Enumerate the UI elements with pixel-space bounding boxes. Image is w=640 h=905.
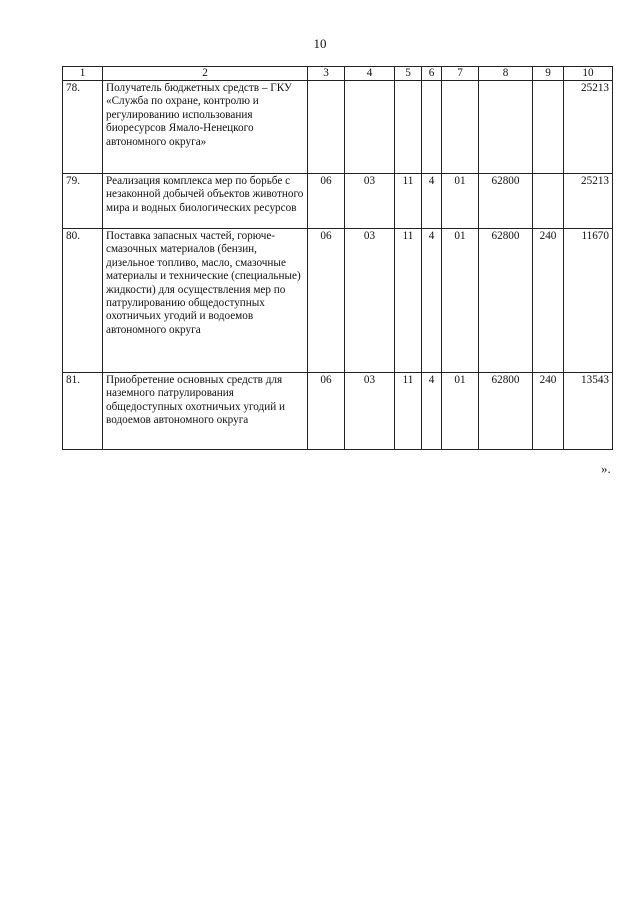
column-header: 3 (308, 67, 345, 81)
cell-amount: 25213 (564, 81, 613, 174)
cell-subprogram (422, 81, 442, 174)
cell-direction: 62800 (479, 229, 533, 373)
cell-subprogram: 4 (422, 373, 442, 450)
cell-expense-type (533, 174, 564, 229)
column-header: 10 (564, 67, 613, 81)
cell-section (308, 81, 345, 174)
row-number: 78. (63, 81, 103, 174)
cell-program: 11 (395, 373, 422, 450)
cell-direction: 62800 (479, 373, 533, 450)
cell-subsection (345, 81, 395, 174)
cell-direction (479, 81, 533, 174)
cell-expense-type: 240 (533, 373, 564, 450)
cell-amount: 25213 (564, 174, 613, 229)
row-description: Реализация комплекса мер по борьбе с незаконной добычей объектов животного мира и водных биологических ресурсов (103, 174, 308, 229)
row-description: Получатель бюджетных средств – ГКУ «Служба по охране, контролю и регулированию использования биоресурсов Ямало-Ненецкого автономного округа» (103, 81, 308, 174)
cell-program (395, 81, 422, 174)
column-header: 1 (63, 67, 103, 81)
cell-amount: 11670 (564, 229, 613, 373)
table-row (63, 174, 613, 229)
cell-subprogram: 4 (422, 174, 442, 229)
column-header: 4 (345, 67, 395, 81)
row-number: 81. (63, 373, 103, 450)
column-header: 5 (395, 67, 422, 81)
cell-amount: 13543 (564, 373, 613, 450)
cell-subsection: 03 (345, 373, 395, 450)
table-row (63, 81, 613, 174)
cell-measure: 01 (442, 373, 479, 450)
table-row (63, 373, 613, 450)
column-header: 8 (479, 67, 533, 81)
cell-subsection: 03 (345, 229, 395, 373)
cell-subprogram: 4 (422, 229, 442, 373)
row-number: 79. (63, 174, 103, 229)
column-header: 2 (103, 67, 308, 81)
cell-expense-type (533, 81, 564, 174)
cell-direction: 62800 (479, 174, 533, 229)
row-description: Приобретение основных средств для наземного патрулирования общедоступных охотничьих угодий и водоемов автономного округа (103, 373, 308, 450)
row-description: Поставка запасных частей, горюче-смазочных материалов (бензин, дизельное топливо, масло, смазочные материалы и технические (специальные) жидкости) для осуществления мер по патрулированию общедоступных охотничьих угодий и водоемов автономного округа (103, 229, 308, 373)
closing-quote-mark: ». (601, 461, 611, 476)
cell-subsection: 03 (345, 174, 395, 229)
table-header-row (63, 67, 613, 81)
cell-expense-type: 240 (533, 229, 564, 373)
cell-measure (442, 81, 479, 174)
cell-section: 06 (308, 229, 345, 373)
table-row (63, 229, 613, 373)
cell-measure: 01 (442, 229, 479, 373)
row-number: 80. (63, 229, 103, 373)
cell-measure: 01 (442, 174, 479, 229)
column-header: 7 (442, 67, 479, 81)
page-number: 10 (313, 36, 327, 51)
column-header: 9 (533, 67, 564, 81)
cell-program: 11 (395, 229, 422, 373)
column-header: 6 (422, 67, 442, 81)
budget-table (62, 66, 613, 450)
cell-section: 06 (308, 174, 345, 229)
cell-program: 11 (395, 174, 422, 229)
cell-section: 06 (308, 373, 345, 450)
